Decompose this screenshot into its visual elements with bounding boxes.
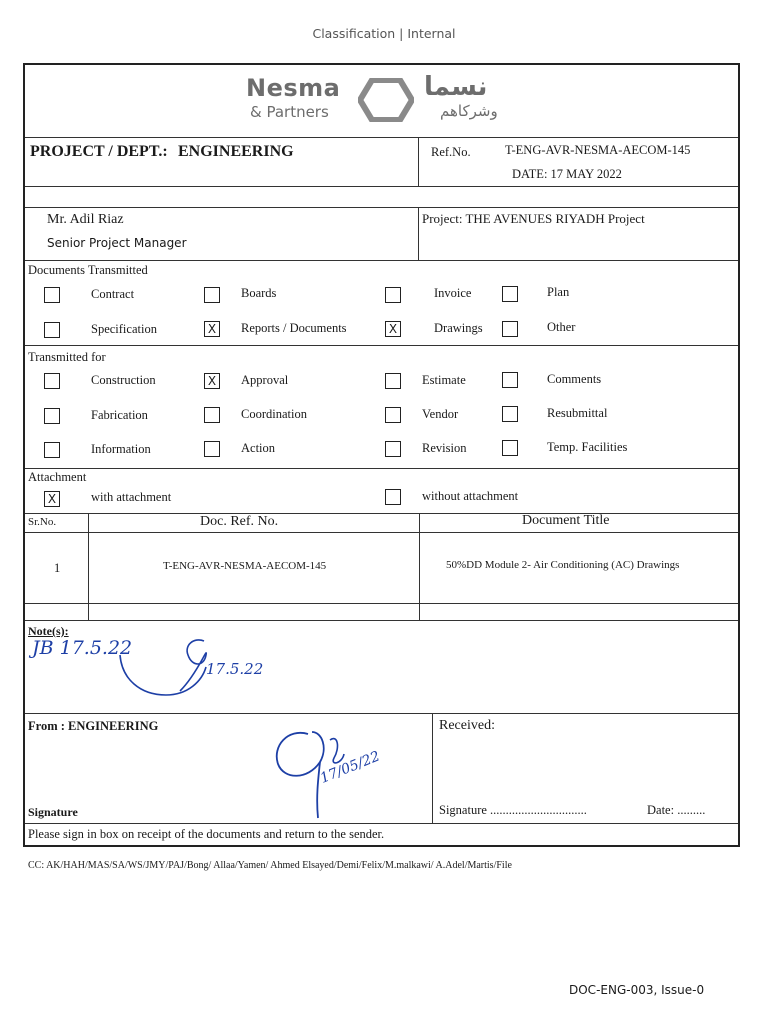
label-contract: Contract [91,287,135,301]
label-construction: Construction [91,373,156,387]
rule-project-divider [418,137,419,186]
instruction-text: Please sign in box on receipt of the documents and return to the sender. [28,827,385,841]
received-signature-line: Signature ............................... [439,803,587,817]
company-logo [240,74,540,130]
checkbox-approval[interactable]: X [204,373,220,389]
rule-docs-bottom [25,345,738,346]
checkbox-with-attachment[interactable]: X [44,491,60,507]
checkbox-resubmittal[interactable] [502,406,518,422]
rule-table-col2 [419,513,420,620]
checkbox-drawings[interactable]: X [385,321,401,337]
handwritten-signature-date: 17/05/22 [318,748,383,787]
label-boards: Boards [241,286,277,300]
label-without-attachment: without attachment [422,489,519,503]
checkbox-construction[interactable] [44,373,60,389]
checkbox-vendor[interactable] [385,407,401,423]
table-row-title: 50%DD Module 2- Air Conditioning (AC) Drawings [446,559,680,571]
ref-label: Ref.No. [431,145,471,159]
table-header-ref: Doc. Ref. No. [200,514,279,529]
table-row-sr: 1 [54,561,61,575]
checkbox-contract[interactable] [44,287,60,303]
logo-sub: & Partners [250,103,329,121]
checkbox-action[interactable] [204,441,220,457]
rule-recipient-divider [418,207,419,260]
rule-table-end [25,620,738,621]
handwritten-note-1: JB 17.5.22 [32,637,133,659]
table-row-ref: T-ENG-AVR-NESMA-AECOM-145 [163,560,327,572]
label-drawings: Drawings [434,321,483,335]
rule-signature-bottom [25,823,738,824]
received-label: Received: [439,718,495,733]
checkbox-temp-facilities[interactable] [502,440,518,456]
rule-transmitted-bottom [25,468,738,469]
recipient-name: Mr. Adil Riaz [47,212,124,227]
project-label: PROJECT / DEPT.: [30,143,168,160]
checkbox-revision[interactable] [385,441,401,457]
attachment-title: Attachment [28,470,87,484]
checkbox-plan[interactable] [502,286,518,302]
checkbox-invoice[interactable] [385,287,401,303]
rule-spacer-bottom [25,207,738,208]
rule-table-header-bottom [25,532,738,533]
label-resubmittal: Resubmittal [547,406,608,420]
classification-label: Classification | Internal [312,26,456,41]
checkbox-information[interactable] [44,442,60,458]
label-plan: Plan [547,285,570,299]
signature-label: Signature [28,805,78,819]
ref-value: T-ENG-AVR-NESMA-AECOM-145 [505,143,691,157]
label-specification: Specification [91,322,157,336]
documents-transmitted-title: Documents Transmitted [28,263,148,277]
label-with-attachment: with attachment [91,490,172,504]
transmitted-for-title: Transmitted for [28,350,106,364]
project-date: DATE: 17 MAY 2022 [512,167,622,181]
project-dept: ENGINEERING [178,143,294,160]
label-other: Other [547,320,576,334]
checkbox-coordination[interactable] [204,407,220,423]
rule-recipient-bottom [25,260,738,261]
rule-project-bottom [25,186,738,187]
label-fabrication: Fabrication [91,408,148,422]
checkbox-without-attachment[interactable] [385,489,401,505]
rule-table-col1 [88,513,89,620]
logo-arabic-sub: وشركاهم [440,102,498,120]
checkbox-estimate[interactable] [385,373,401,389]
label-reports-documents: Reports / Documents [241,321,347,335]
rule-table-row-bottom [25,603,738,604]
doc-code: DOC-ENG-003, Issue-0 [569,983,705,997]
rule-signature-divider [432,713,433,823]
label-coordination: Coordination [241,407,307,421]
label-temp-facilities: Temp. Facilities [547,440,628,454]
logo-arabic-brand: نسما [424,72,488,102]
from-label: From : ENGINEERING [28,719,159,733]
label-approval: Approval [241,373,289,387]
notes-label: Note(s): [28,624,69,638]
label-estimate: Estimate [422,373,466,387]
logo-brand: Nesma [246,74,341,102]
checkbox-comments[interactable] [502,372,518,388]
table-header-title: Document Title [522,513,610,528]
checkbox-fabrication[interactable] [44,408,60,424]
handwritten-note-2: 17.5.22 [206,660,264,678]
label-revision: Revision [422,441,467,455]
label-action: Action [241,441,276,455]
cc-list: CC: AK/HAH/MAS/SA/WS/JMY/PAJ/Bong/ Allaa/Yamen/ Ahmed Elsayed/Demi/Felix/M.malkawi/ A.Adel/Martis/File [28,860,512,871]
recipient-project: Project: THE AVENUES RIYADH Project [422,211,645,226]
label-vendor: Vendor [422,407,459,421]
checkbox-specification[interactable] [44,322,60,338]
rule-logo-bottom [25,137,738,138]
checkbox-other[interactable] [502,321,518,337]
rule-attachment-bottom [25,513,738,514]
rule-notes-bottom [25,713,738,714]
label-invoice: Invoice [434,286,472,300]
handwritten-initials-stroke-icon [118,633,218,701]
label-information: Information [91,442,151,456]
received-date-line: Date: ......... [647,803,706,817]
hexagon-logo-icon [358,78,414,122]
label-comments: Comments [547,372,602,386]
table-header-sr: Sr.No. [28,516,57,528]
checkbox-reports-documents[interactable]: X [204,321,220,337]
recipient-title: Senior Project Manager [47,236,187,250]
checkbox-boards[interactable] [204,287,220,303]
